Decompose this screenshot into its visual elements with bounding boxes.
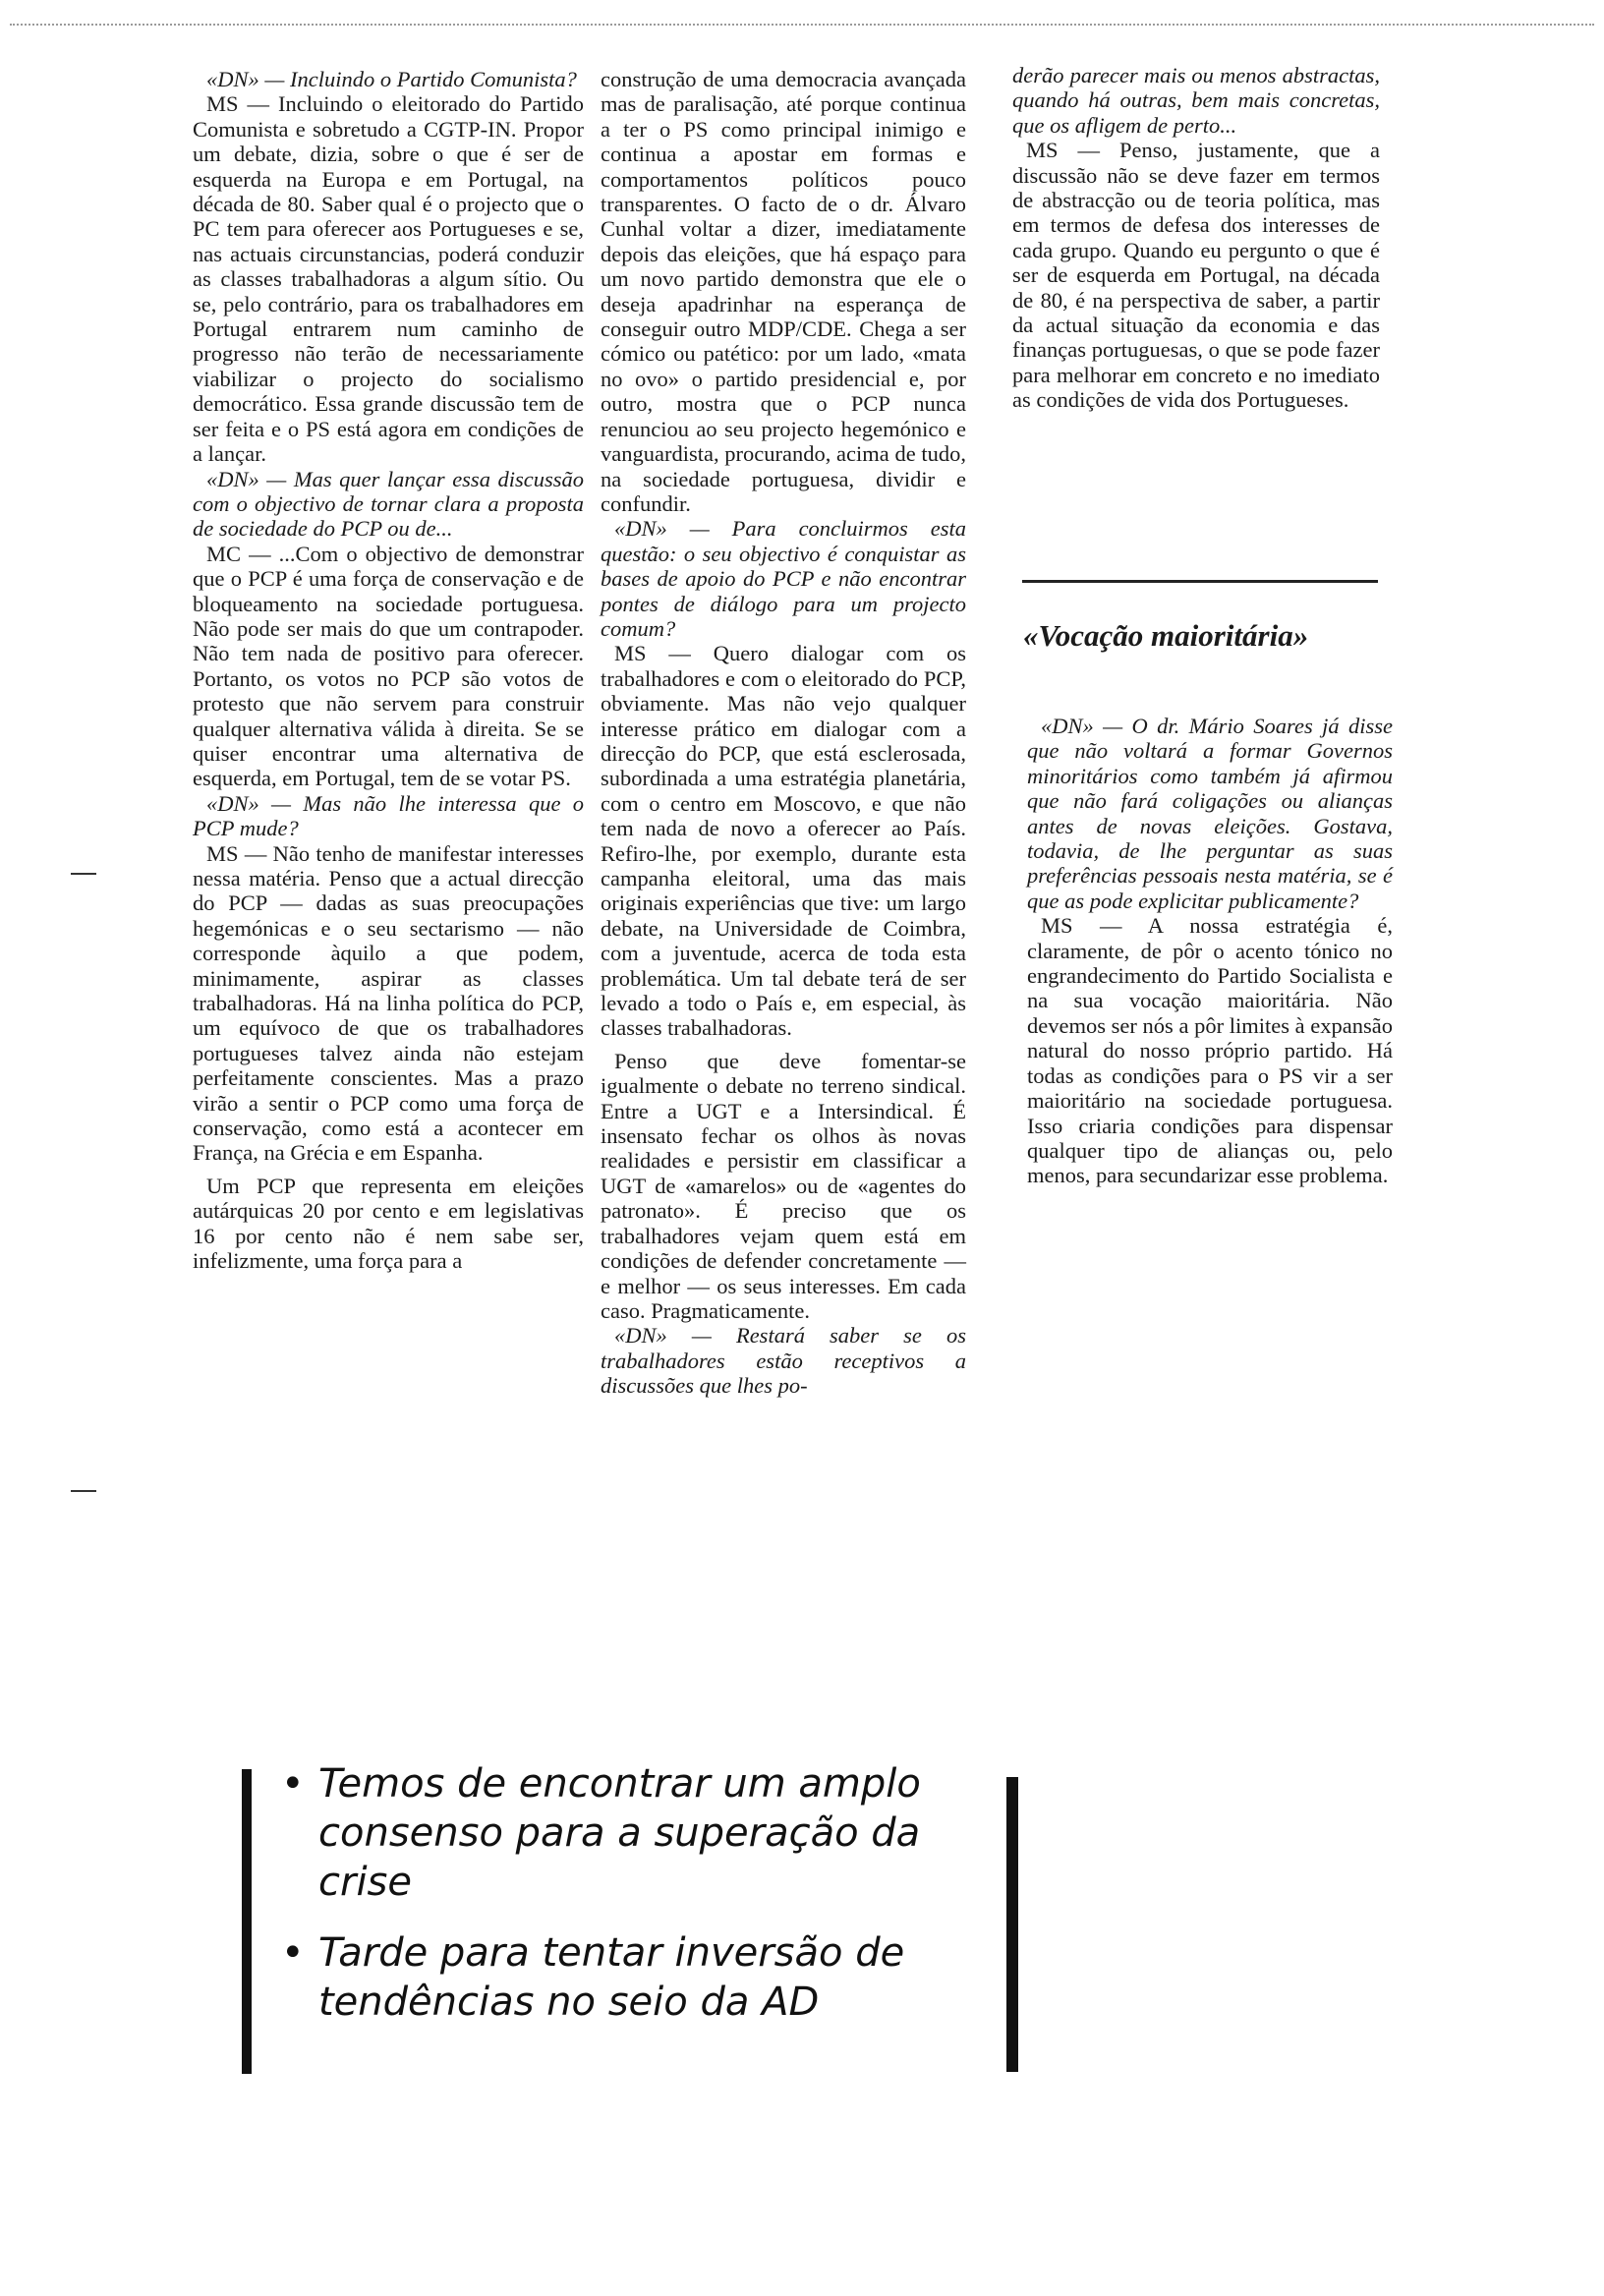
- paragraph: MS — Não tenho de manifestar interesses nessa matéria. Penso que a actual direcção do PCP — dadas as suas preocupações hegemónicas e o seu sectarismo — não corresponde àquilo a que podem, minimamente, aspirar as classes trabalhadoras. Há na linha política do PCP, um equívoco de que os trabalhadores portugueses talvez ainda não estejam perfeitamente conscientes. Mas a prazo virão a sentir o PCP como uma força de conservação, como está a acontecer em França, na Grécia e em Espanha.: [193, 840, 584, 1166]
- paragraph: Um PCP que representa em eleições autárquicas 20 por cento e em legislativas 16 por cento não é nem sabe ser, infelizmente, uma força para a: [193, 1173, 584, 1274]
- paragraph: «DN» — Mas quer lançar essa discussão com o objectivo de tornar clara a proposta de sociedade do PCP ou de...: [193, 466, 584, 542]
- paragraph: MC — ...Com o objectivo de demonstrar que o PCP é uma força de conservação e de bloqueamento na sociedade portuguesa. Não pode ser mais do que um contrapoder. Não tem nada de positivo para oferecer. Portanto, os votos no PCP são votos de protesto que não servem para construir qualquer alternativa válida à direita. Se se quiser encontrar uma alternativa de esquerda, em Portugal, tem de se votar PS.: [193, 541, 584, 791]
- highlight-text: Tarde para tentar inversão de tendências no seio da AD: [318, 1930, 905, 2025]
- paragraph: «DN» — O dr. Mário Soares já disse que não voltará a formar Governos minoritários como também já afirmou que não fará coligações ou alianças antes de novas eleições. Gostava, todavia, de lhe perguntar as suas preferências pessoais nesta matéria, se é que as pode explicitar publicamente?: [1027, 714, 1393, 913]
- article-column-3-continued: [1027, 714, 1393, 1188]
- paragraph: «DN» — Mas não lhe interessa que o PCP mude?: [193, 790, 584, 841]
- highlight-box: [242, 1759, 1018, 2080]
- highlight-item: [281, 1928, 989, 2027]
- bullet-icon: •: [281, 1930, 305, 1976]
- paragraph: MS — Quero dialogar com os trabalhadores e com o eleitorado do PCP, obviamente. Mas não vejo qualquer interesse prático em dialogar com a direcção do PCP, que está esclerosada, subordinada a uma estratégia planetária, com o centro em Moscovo, e que não tem nada de novo a oferecer ao País. Refiro-lhe, por exemplo, durante esta campanha eleitoral, uma das mais originais experiências que tive: um largo debate, na Universidade de Coimbra, com a juventude, acerca de toda esta problemática. Um tal debate terá de ser levado a todo o País e, em especial, às classes trabalhadoras.: [601, 641, 966, 1041]
- paragraph: «DN» — Incluindo o Partido Comunista?: [206, 67, 577, 91]
- article-column-3: [1012, 63, 1380, 413]
- paragraph: «DN» — Para concluirmos esta questão: o seu objectivo é conquistar as bases de apoio do PCP e não encontrar pontes de diálogo para um projecto comum?: [601, 516, 966, 641]
- highlight-list: [281, 1759, 989, 2048]
- paragraph: «DN» — Restará saber se os trabalhadores estão receptivos a discussões que lhes po-: [601, 1323, 966, 1399]
- highlight-left-bar: [242, 1769, 252, 2074]
- paragraph: MS — A nossa estratégia é, claramente, de pôr o acento tónico no engrandecimento do Partido Socialista e na sua vocação maioritária. Não devemos ser nós a pôr limites à expansão natural do nosso próprio partido. Há todas as condições para o PS vir a ser maioritário na sociedade portuguesa. Isso criaria condições para dispensar qualquer tipo de alianças ou, pelo menos, para secundarizar esse problema.: [1027, 913, 1393, 1188]
- paragraph: MS — Incluindo o eleitorado do Partido Comunista e sobretudo a CGTP-IN. Propor um debate, dizia, sobre o que é ser de esquerda na Europa e em Portugal, na década de 80. Saber qual é o projecto que o PC tem para oferecer aos Portugueses e se, nas actuais circunstancias, poderá conduzir as classes trabalhadoras a algum sítio. Ou se, pelo contrário, para os trabalhadores em Portugal entrarem num caminho de progresso não terão de necessariamente viabilizar o projecto do socialismo democrático. Essa grande discussão tem de ser feita e o PS está agora em condições de a lançar.: [193, 91, 584, 467]
- top-scan-edge: [10, 24, 1594, 26]
- highlight-right-bar: [1006, 1777, 1018, 2072]
- highlight-text: Temos de encontrar um amplo consenso para a superação da crise: [318, 1761, 921, 1905]
- article-column-1: [193, 67, 584, 1274]
- highlight-item: [281, 1759, 989, 1907]
- margin-mark: [71, 1490, 96, 1492]
- paragraph: MS — Penso, justamente, que a discussão não se deve fazer em termos de abstracção ou de teoria política, mas em termos de defesa dos interesses de cada grupo. Quando eu pergunto o que é ser de esquerda em Portugal, na década de 80, é na perspectiva de saber, a partir da actual situação da economia e das finanças portuguesas, o que se pode fazer para melhorar em concreto e no imediato as condições de vida dos Portugueses.: [1012, 138, 1380, 413]
- article-column-2: [601, 67, 966, 1399]
- bullet-icon: •: [281, 1761, 305, 1807]
- section-subheading: «Vocação maioritária»: [1023, 618, 1309, 653]
- paragraph: derão parecer mais ou menos abstractas, quando há outras, bem mais concretas, que os afligem de perto...: [1012, 63, 1380, 138]
- section-divider: [1022, 580, 1378, 583]
- margin-mark: [71, 873, 96, 875]
- paragraph: construção de uma democracia avançada mas de paralisação, até porque continua a ter o PS como principal inimigo e continua a apostar em formas e comportamentos políticos pouco transparentes. O facto de o dr. Álvaro Cunhal voltar a dizer, imediatamente depois das eleições, que há espaço para um novo partido demonstra que ele o deseja apadrinhar na esperança de conseguir outro MDP/CDE. Chega a ser cómico ou patético: por um lado, «mata no ovo» o partido presidencial e, por outro, mostra que o PCP nunca renunciou ao seu projecto hegemónico e vanguardista, procurando, acima de tudo, na sociedade portuguesa, dividir e confundir.: [601, 67, 966, 516]
- paragraph: Penso que deve fomentar-se igualmente o debate no terreno sindical. Entre a UGT e a Intersindical. É insensato fechar os olhos às novas realidades e persistir em classificar a UGT de «amarelos» ou de «agentes do patronato». É preciso que os trabalhadores vejam quem está em condições de defender concretamente — e melhor — os seus interesses. Em cada caso. Pragmaticamente.: [601, 1048, 966, 1323]
